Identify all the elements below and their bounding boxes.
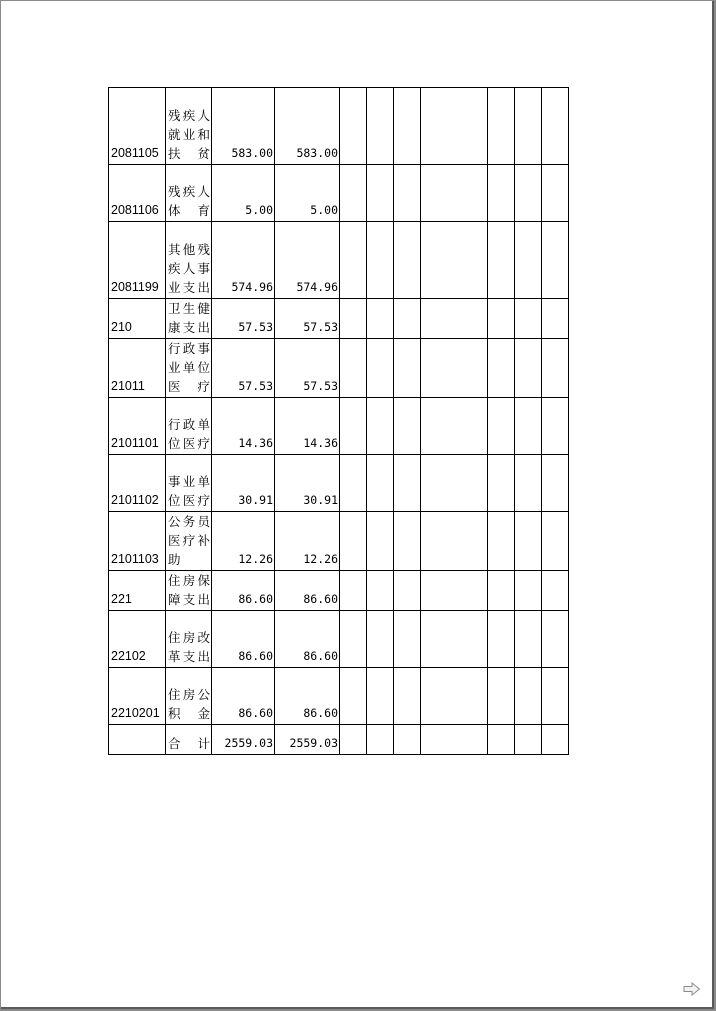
right-arrow-icon[interactable]: [683, 981, 701, 995]
empty-cell: [515, 455, 542, 512]
item-code: [109, 725, 166, 755]
empty-cell: [542, 339, 569, 398]
empty-cell: [367, 455, 394, 512]
empty-cell: [421, 165, 488, 222]
document-page: [1, 1, 714, 1009]
amount-total: 574.96: [212, 222, 275, 299]
empty-cell: [394, 88, 421, 165]
total-amount-basic: 2559.03: [275, 725, 340, 755]
empty-cell: [394, 299, 421, 339]
item-code: 2101102: [109, 455, 166, 512]
empty-cell: [488, 165, 515, 222]
item-code: 2101103: [109, 512, 166, 571]
empty-cell: [542, 88, 569, 165]
empty-cell: [367, 512, 394, 571]
empty-cell: [394, 668, 421, 725]
amount-total: 5.00: [212, 165, 275, 222]
empty-cell: [367, 299, 394, 339]
amount-basic: 86.60: [275, 611, 340, 668]
empty-cell: [421, 512, 488, 571]
total-amount: 2559.03: [212, 725, 275, 755]
empty-cell: [340, 725, 367, 755]
empty-cell: [542, 512, 569, 571]
empty-cell: [488, 668, 515, 725]
table-row: [109, 339, 569, 398]
empty-cell: [367, 668, 394, 725]
item-name: 住房改革支出: [166, 611, 212, 668]
table-body: [109, 88, 569, 755]
empty-cell: [367, 88, 394, 165]
amount-total: 14.36: [212, 398, 275, 455]
amount-basic: 12.26: [275, 512, 340, 571]
empty-cell: [340, 668, 367, 725]
empty-cell: [542, 222, 569, 299]
table-row: [109, 165, 569, 222]
empty-cell: [421, 571, 488, 611]
item-code: 2081106: [109, 165, 166, 222]
empty-cell: [340, 222, 367, 299]
total-row: [109, 725, 569, 755]
empty-cell: [515, 299, 542, 339]
empty-cell: [542, 725, 569, 755]
empty-cell: [421, 455, 488, 512]
empty-cell: [515, 88, 542, 165]
item-code: 2081199: [109, 222, 166, 299]
item-name: 行政事业单位医疗: [166, 339, 212, 398]
item-name: 残疾人体育: [166, 165, 212, 222]
amount-total: 583.00: [212, 88, 275, 165]
empty-cell: [542, 398, 569, 455]
empty-cell: [515, 165, 542, 222]
amount-total: 86.60: [212, 571, 275, 611]
empty-cell: [421, 339, 488, 398]
table-row: [109, 299, 569, 339]
empty-cell: [394, 339, 421, 398]
item-name: 卫生健康支出: [166, 299, 212, 339]
empty-cell: [394, 165, 421, 222]
empty-cell: [367, 165, 394, 222]
empty-cell: [421, 611, 488, 668]
empty-cell: [515, 398, 542, 455]
table-row: [109, 222, 569, 299]
item-code: 2210201: [109, 668, 166, 725]
item-code: 2101101: [109, 398, 166, 455]
amount-total: 12.26: [212, 512, 275, 571]
item-name: 其他残疾人事业支出: [166, 222, 212, 299]
empty-cell: [515, 512, 542, 571]
empty-cell: [488, 398, 515, 455]
amount-total: 30.91: [212, 455, 275, 512]
item-code: 22102: [109, 611, 166, 668]
empty-cell: [515, 339, 542, 398]
empty-cell: [421, 299, 488, 339]
empty-cell: [394, 611, 421, 668]
empty-cell: [542, 611, 569, 668]
item-name: 事业单位医疗: [166, 455, 212, 512]
amount-basic: 583.00: [275, 88, 340, 165]
empty-cell: [340, 611, 367, 668]
empty-cell: [394, 571, 421, 611]
empty-cell: [340, 512, 367, 571]
table-row: [109, 398, 569, 455]
empty-cell: [488, 725, 515, 755]
empty-cell: [340, 571, 367, 611]
empty-cell: [340, 398, 367, 455]
empty-cell: [542, 455, 569, 512]
empty-cell: [515, 668, 542, 725]
empty-cell: [421, 725, 488, 755]
empty-cell: [542, 571, 569, 611]
empty-cell: [367, 611, 394, 668]
amount-basic: 5.00: [275, 165, 340, 222]
item-code: 210: [109, 299, 166, 339]
item-name: 住房公积金: [166, 668, 212, 725]
empty-cell: [542, 299, 569, 339]
empty-cell: [340, 165, 367, 222]
empty-cell: [488, 571, 515, 611]
amount-basic: 86.60: [275, 571, 340, 611]
empty-cell: [488, 222, 515, 299]
amount-total: 57.53: [212, 299, 275, 339]
empty-cell: [421, 222, 488, 299]
amount-basic: 57.53: [275, 339, 340, 398]
empty-cell: [394, 398, 421, 455]
empty-cell: [515, 571, 542, 611]
empty-cell: [542, 668, 569, 725]
amount-total: 57.53: [212, 339, 275, 398]
empty-cell: [421, 398, 488, 455]
table-row: [109, 668, 569, 725]
empty-cell: [394, 222, 421, 299]
amount-total: 86.60: [212, 668, 275, 725]
table-row: [109, 455, 569, 512]
empty-cell: [394, 725, 421, 755]
empty-cell: [515, 611, 542, 668]
empty-cell: [394, 455, 421, 512]
amount-basic: 86.60: [275, 668, 340, 725]
amount-basic: 57.53: [275, 299, 340, 339]
item-code: 2081105: [109, 88, 166, 165]
empty-cell: [367, 725, 394, 755]
empty-cell: [488, 88, 515, 165]
empty-cell: [515, 222, 542, 299]
amount-basic: 574.96: [275, 222, 340, 299]
empty-cell: [488, 611, 515, 668]
budget-table: [108, 87, 569, 755]
table-row: [109, 88, 569, 165]
empty-cell: [488, 299, 515, 339]
item-name: 公务员医疗补助: [166, 512, 212, 571]
empty-cell: [515, 725, 542, 755]
empty-cell: [340, 339, 367, 398]
table-row: [109, 571, 569, 611]
table-row: [109, 611, 569, 668]
item-name: 行政单位医疗: [166, 398, 212, 455]
empty-cell: [488, 512, 515, 571]
item-code: 21011: [109, 339, 166, 398]
empty-cell: [421, 668, 488, 725]
empty-cell: [367, 222, 394, 299]
empty-cell: [367, 571, 394, 611]
empty-cell: [394, 512, 421, 571]
empty-cell: [542, 165, 569, 222]
empty-cell: [340, 299, 367, 339]
total-label: 合计: [166, 725, 212, 755]
empty-cell: [488, 339, 515, 398]
empty-cell: [421, 88, 488, 165]
table-row: [109, 512, 569, 571]
empty-cell: [340, 455, 367, 512]
item-name: 住房保障支出: [166, 571, 212, 611]
amount-total: 86.60: [212, 611, 275, 668]
empty-cell: [367, 339, 394, 398]
item-name: 残疾人就业和扶贫: [166, 88, 212, 165]
amount-basic: 14.36: [275, 398, 340, 455]
empty-cell: [367, 398, 394, 455]
amount-basic: 30.91: [275, 455, 340, 512]
empty-cell: [488, 455, 515, 512]
item-code: 221: [109, 571, 166, 611]
empty-cell: [340, 88, 367, 165]
